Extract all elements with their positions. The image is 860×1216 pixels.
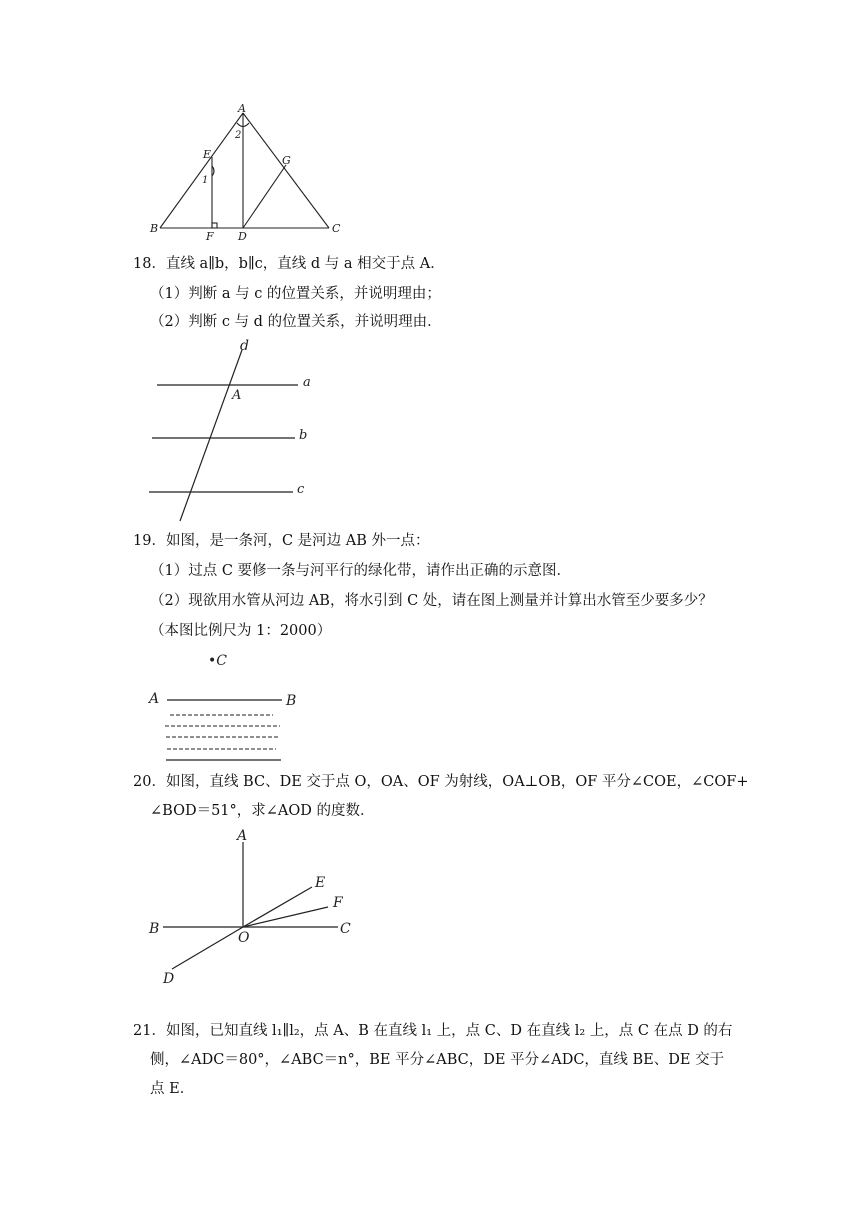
fig17-label-a: A xyxy=(238,102,246,115)
fig18-label-a: a xyxy=(303,375,311,390)
q19-part1: （1）过点 C 要修一条与河平行的绿化带，请作出正确的示意图． xyxy=(150,563,572,579)
fig20-label-d: D xyxy=(163,971,175,987)
fig17-label-e: E xyxy=(203,148,212,161)
fig19-label-c: •C xyxy=(208,653,227,669)
fig17-label-d: D xyxy=(238,230,247,243)
q21-line3: 点 E． xyxy=(150,1081,195,1097)
fig18-label-c: c xyxy=(297,482,305,497)
triangle-figure xyxy=(0,0,860,250)
river-figure xyxy=(0,650,860,770)
fig17-label-2: 2 xyxy=(235,130,242,141)
angles-figure xyxy=(0,820,860,990)
fig17-label-c: C xyxy=(332,222,341,235)
fig18-label-point-a: A xyxy=(232,388,242,403)
q20-line2: ∠BOD＝51°，求∠AOD 的度数． xyxy=(150,803,375,819)
q19-note: （本图比例尺为 1：2000） xyxy=(150,623,332,639)
q21-title: 21．如图，已知直线 l₁∥l₂，点 A、B 在直线 l₁ 上，点 C、D 在直线 l₂ 上，点 C 在点 D 的右 xyxy=(133,1023,733,1039)
fig18-label-d: d xyxy=(240,338,249,354)
fig20-label-o: O xyxy=(238,930,250,946)
fig20-label-c: C xyxy=(340,921,351,937)
q18-part2: （2）判断 c 与 d 的位置关系，并说明理由． xyxy=(150,314,442,330)
fig20-label-b: B xyxy=(149,921,160,937)
q19-title: 19．如图，是一条河，C 是河边 AB 外一点： xyxy=(133,533,430,549)
fig17-label-b: B xyxy=(150,222,159,235)
parallel-lines-figure xyxy=(0,330,860,530)
fig20-label-e: E xyxy=(315,875,326,891)
fig20-label-a: A xyxy=(237,828,248,844)
fig20-label-f: F xyxy=(333,895,343,911)
q18-title: 18．直线 a∥b，b∥c，直线 d 与 a 相交于点 A． xyxy=(133,256,445,272)
fig18-label-b: b xyxy=(299,428,308,443)
q19-part2: （2）现欲用水管从河边 AB，将水引到 C 处，请在图上测量并计算出水管至少要多少？ xyxy=(150,593,713,609)
q21-line2: 侧，∠ADC＝80°，∠ABC＝n°，BE 平分∠ABC，DE 平分∠ADC，直线 BE、DE 交于 xyxy=(150,1052,725,1068)
fig17-label-f: F xyxy=(206,230,214,243)
fig17-label-1: 1 xyxy=(202,175,209,186)
fig19-label-b: B xyxy=(286,693,297,709)
fig19-label-a: A xyxy=(149,691,160,707)
fig17-label-g: G xyxy=(282,154,291,167)
q20-title: 20．如图，直线 BC、DE 交于点 O，OA、OF 为射线，OA⊥OB，OF 平分∠COE，∠COF+ xyxy=(133,774,749,790)
q18-part1: （1）判断 a 与 c 的位置关系，并说明理由； xyxy=(150,286,441,302)
